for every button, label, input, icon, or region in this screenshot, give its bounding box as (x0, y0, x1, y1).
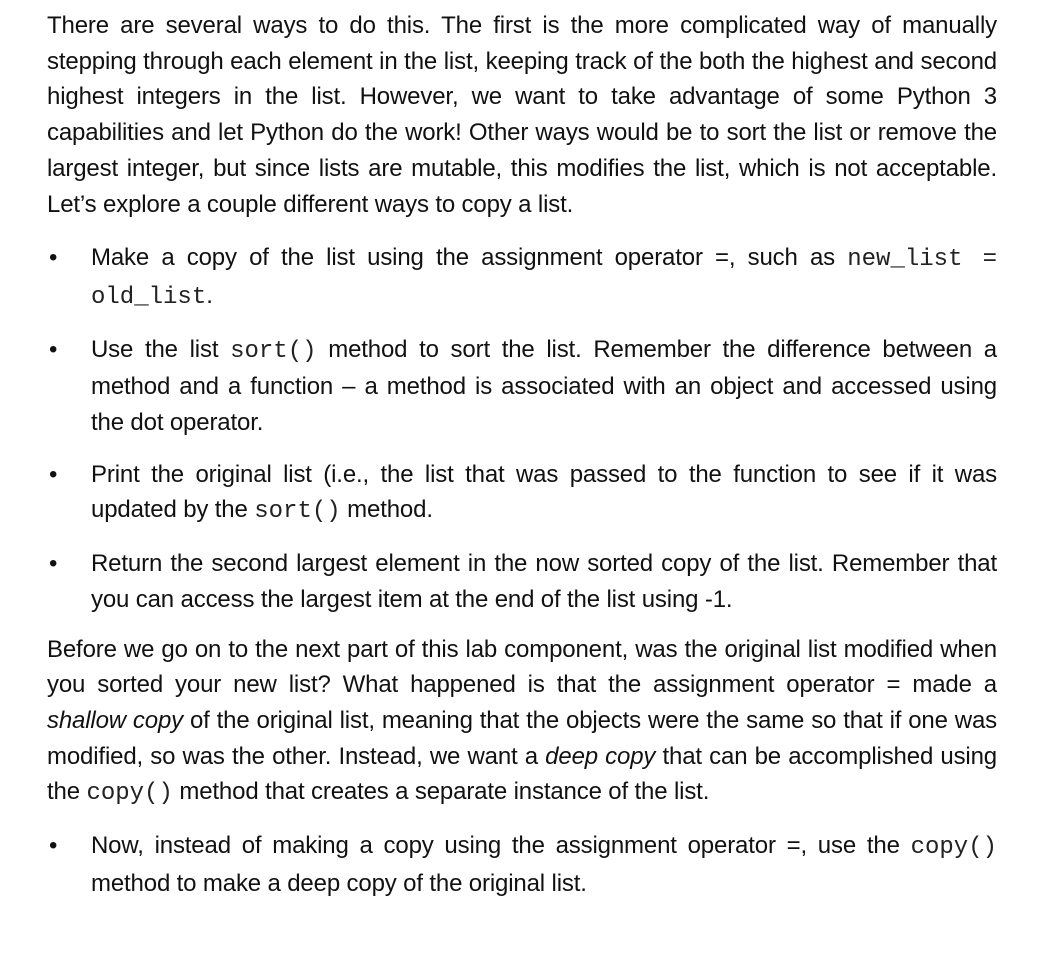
paragraph-text: method that creates a separate instance of the list. (172, 778, 710, 806)
item-text: method to sort the list. Remember the difference between a method and a function – a method is associated with an object and accessed using the dot operator. (91, 335, 997, 437)
item-text: method. (340, 496, 433, 524)
item-text: Use the list (91, 335, 231, 363)
code-snippet: copy() (86, 780, 173, 808)
item-text: Make a copy of the list using the assignment operator =, such as (91, 244, 848, 272)
emphasis-deep-copy: deep copy (545, 742, 656, 770)
emphasis-shallow-copy: shallow copy (47, 706, 184, 734)
paragraph-text: Before we go on to the next part of this lab component, was the original list modified when you sorted your new list? What happened is that the assignment operator = made a (47, 635, 997, 699)
bullet-icon: • (49, 335, 58, 363)
code-snippet: sort() (230, 337, 317, 365)
bullet-icon: • (49, 832, 58, 860)
paragraph-text: that can be accomplished using the (47, 742, 997, 806)
item-text: . (206, 281, 213, 309)
list-item (47, 828, 997, 901)
list-item (47, 240, 997, 315)
deep-copy-steps-list (47, 828, 997, 901)
item-text: Print the original list (i.e., the list that was passed to the function to see if it was updated by the (91, 460, 997, 524)
bullet-icon: • (49, 550, 58, 578)
paragraph-text: of the original list, meaning that the objects were the same so that if one was modified, so was the other. Instead, we want a (47, 706, 997, 770)
deep-copy-paragraph (47, 632, 997, 813)
bullet-icon: • (49, 244, 58, 272)
item-text: method to make a deep copy of the original list. (91, 869, 587, 897)
copy-steps-list (47, 240, 997, 617)
list-item (47, 332, 997, 441)
document-page (47, 8, 997, 901)
code-snippet: copy() (910, 834, 997, 862)
list-item (47, 546, 997, 617)
list-item (47, 457, 997, 530)
item-text: Now, instead of making a copy using the assignment operator =, use the (91, 832, 911, 860)
intro-paragraph: There are several ways to do this. The first is the more complicated way of manually stepping through each element in the list, keeping track of the both the highest and second highest integers in the list. However, we want to take advantage of some Python 3 capabilities and let Python do the work! Other ways would be to sort the list or remove the largest integer, but since lists are mutable, this modifies the list, which is not acceptable. Let’s explore a couple different ways to copy a list. (47, 12, 997, 218)
code-snippet: new_list = old_list (91, 246, 997, 311)
item-text: Return the second largest element in the now sorted copy of the list. Remember that you can access the largest item at the end of the list using -1. (91, 550, 997, 613)
bullet-icon: • (49, 460, 58, 488)
code-snippet: sort() (254, 498, 341, 526)
